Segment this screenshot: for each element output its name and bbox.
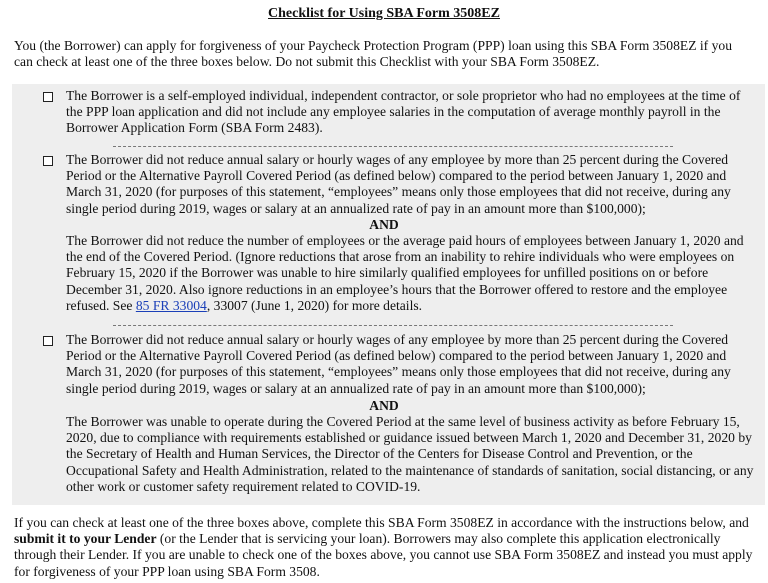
checkbox-2[interactable] [43,156,53,166]
item-2-and: AND [369,217,399,232]
item-2-part2 [66,233,756,314]
item-2-part2-block [66,233,756,314]
federal-register-link[interactable]: 85 FR 33004 [135,297,207,313]
intro-paragraph: You (the Borrower) can apply for forgiveness of your Paycheck Protection Program (PPP) loan using this SBA Form 3508EZ if you can check at least one of the three boxes below. Do not submit this Checklist with your SBA Form 3508EZ. [14,38,732,70]
checkbox-3[interactable] [43,336,53,346]
checklist-item-2 [66,152,756,217]
item-3-part2-block [66,414,756,495]
checklist-item-1 [66,88,756,137]
footer-before: If you can check at least one of the three boxes above, complete this SBA Form 3508EZ in accordance with the instructions below, and [14,515,749,530]
checkbox-1[interactable] [43,92,53,102]
item-2-part2-before: The Borrower did not reduce the number of employees or the average paid hours of employees between January 1, 2020 and the end of the Covered Period. (Ignore reductions that arose from an inability to rehire individuals who were employees on February 15, 2020 if the Borrower was unable to hire similarly qualified employees for unfilled positions on or before December 31, 2020. Also ignore reductions in an employee’s hours that the Borrower offered to restore and the employee refused. See [66,233,744,313]
item-2-part1: The Borrower did not reduce annual salary or hourly wages of any employee by more than 25 percent during the Covered Period or the Alternative Payroll Covered Period (as defined below) compared to the period between January 1, 2020 and March 31, 2020 (for purposes of this statement, “employees” means only those employees that did not receive, during any single period during 2019, wages or salary at an annualized rate of pay in an amount more than $100,000); [66,152,731,216]
page-title: Checklist for Using SBA Form 3508EZ [268,6,500,21]
checklist-item-3 [66,332,756,397]
item-3-and: AND [369,398,399,413]
footer-after: (or the Lender that is servicing your loan). Borrowers may also complete this application electronically through their Lender. If you are unable to check one of the boxes above, you cannot use SBA Form 3508EZ and instead you must apply for forgiveness of your PPP loan using SBA Form 3508. [14,531,753,579]
footer-bold: submit it to your Lender [14,531,157,547]
item-2-part2-after: , 33007 (June 1, 2020) for more details. [206,297,423,313]
divider-1 [113,146,673,147]
item-1-text: The Borrower is a self-employed individual, independent contractor, or sole proprietor who had no employees at the time of the PPP loan application and did not include any employee salaries in the computation of average monthly payroll in the Borrower Application Form (SBA Form 2483). [66,88,741,136]
item-3-part2: The Borrower was unable to operate during the Covered Period at the same level of business activity as before February 15, 2020, due to compliance with requirements established or guidance issued between March 1, 2020 and December 31, 2020 by the Secretary of Health and Human Services, the Director of the Centers for Disease Control and Prevention, or the Occupational Safety and Health Administration, related to the maintenance of standards of sanitation, social distancing, or any other work or customer safety requirement related to COVID-19. [66,414,754,494]
divider-2 [113,325,673,326]
footer-paragraph [14,515,758,580]
item-3-part1: The Borrower did not reduce annual salary or hourly wages of any employee by more than 25 percent during the Covered Period or the Alternative Payroll Covered Period (as defined below) compared to the period between January 1, 2020 and March 31, 2020 (for purposes of this statement, “employees” means only those employees that did not receive, during any single period during 2019, wages or salary at an annualized rate of pay in an amount more than $100,000); [66,332,731,396]
